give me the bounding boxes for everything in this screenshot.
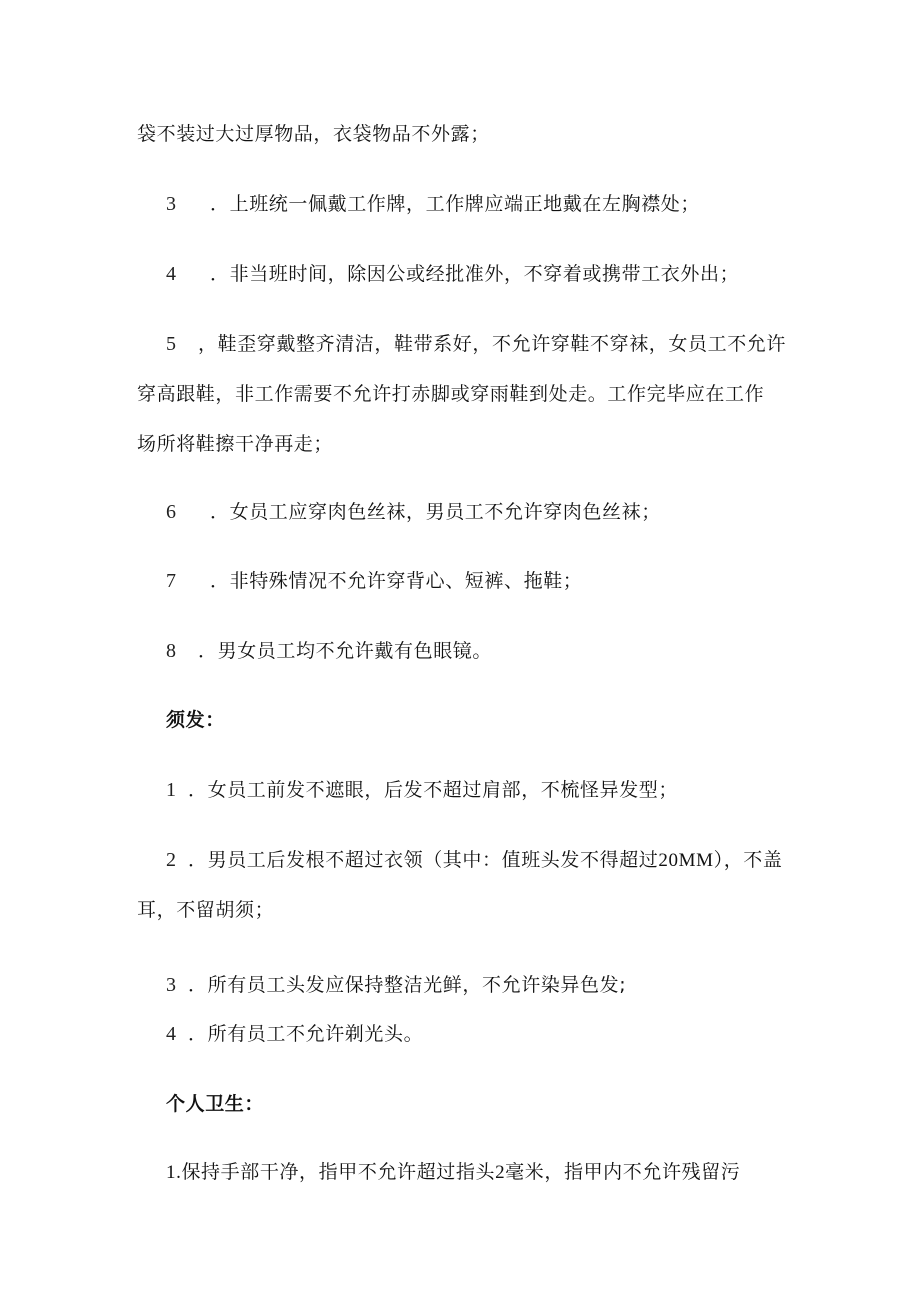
list-text: 耳，不留胡须； <box>137 899 275 921</box>
hair-item-2 <box>166 846 783 875</box>
list-number: 4 <box>166 1023 177 1045</box>
list-number: 6 <box>166 501 177 523</box>
list-text: ．非当班时间，除因公或经批准外，不穿着或携带工衣外出； <box>210 263 740 285</box>
list-text: ．所有员工不允许剃光头。 <box>188 1023 424 1045</box>
list-item-4 <box>166 260 739 288</box>
list-item-7 <box>166 567 582 595</box>
text-line-pockets <box>137 120 490 148</box>
hair-item-2-continuation <box>137 896 274 924</box>
list-text: ．男员工后发根不超过衣领（其中：值班头发不得超过 <box>188 849 659 871</box>
list-item-3 <box>166 190 700 218</box>
list-item-8 <box>166 637 492 665</box>
list-number: 3 <box>166 193 177 215</box>
list-text: 毫米，指甲内不允许残留污 <box>505 1161 741 1183</box>
section-heading-hair: 须发： <box>166 709 225 731</box>
list-item-5-continuation <box>137 380 764 408</box>
list-number: 1 <box>166 779 177 801</box>
list-number: 2 <box>166 849 177 871</box>
section-heading-hygiene: 个人卫生： <box>166 1093 265 1115</box>
list-text: ．男女员工均不允许戴有色眼镜。 <box>198 640 493 662</box>
list-text: ，鞋歪穿戴整齐清洁，鞋带系好，不允许穿鞋不穿袜，女员工不允许 <box>198 333 787 355</box>
list-text: 穿高跟鞋，非工作需要不允许打赤脚或穿雨鞋到处走。工作完毕应在工作 <box>137 383 765 405</box>
list-number: 5 <box>166 333 177 355</box>
list-text: ．女员工应穿肉色丝袜，男员工不允许穿肉色丝袜； <box>210 501 661 523</box>
list-text: ．所有员工头发应保持整洁光鲜，不允许染异色发; <box>188 974 627 996</box>
list-item-5-continuation <box>137 430 333 458</box>
list-text: 场所将鞋擦干净再走； <box>137 433 334 455</box>
list-number: 8 <box>166 640 177 662</box>
list-number: 4 <box>166 263 177 285</box>
list-text: ．女员工前发不遮眼，后发不超过肩部，不梳怪异发型； <box>188 779 679 801</box>
list-text: ．上班统一佩戴工作牌，工作牌应端正地戴在左胸襟处； <box>210 193 701 215</box>
hair-item-3 <box>166 971 626 999</box>
list-number: 3 <box>166 974 177 996</box>
list-item-5 <box>166 330 786 358</box>
hair-item-1 <box>166 776 678 804</box>
list-text: ．非特殊情况不允许穿背心、短裤、拖鞋； <box>210 570 583 592</box>
hygiene-item-1 <box>166 1158 740 1187</box>
list-item-6 <box>166 498 661 526</box>
list-text: 保持手部干净，指甲不允许超过指头 <box>181 1161 496 1183</box>
list-number: 7 <box>166 570 177 592</box>
line-text: 袋不装过大过厚物品，衣袋物品不外露； <box>137 123 490 145</box>
hair-item-4 <box>166 1020 423 1048</box>
list-number: 1. <box>166 1162 182 1183</box>
list-text: ，不盖 <box>723 849 783 871</box>
list-text-measure: 20MM） <box>658 850 724 871</box>
list-text-measure: 2 <box>495 1162 506 1183</box>
